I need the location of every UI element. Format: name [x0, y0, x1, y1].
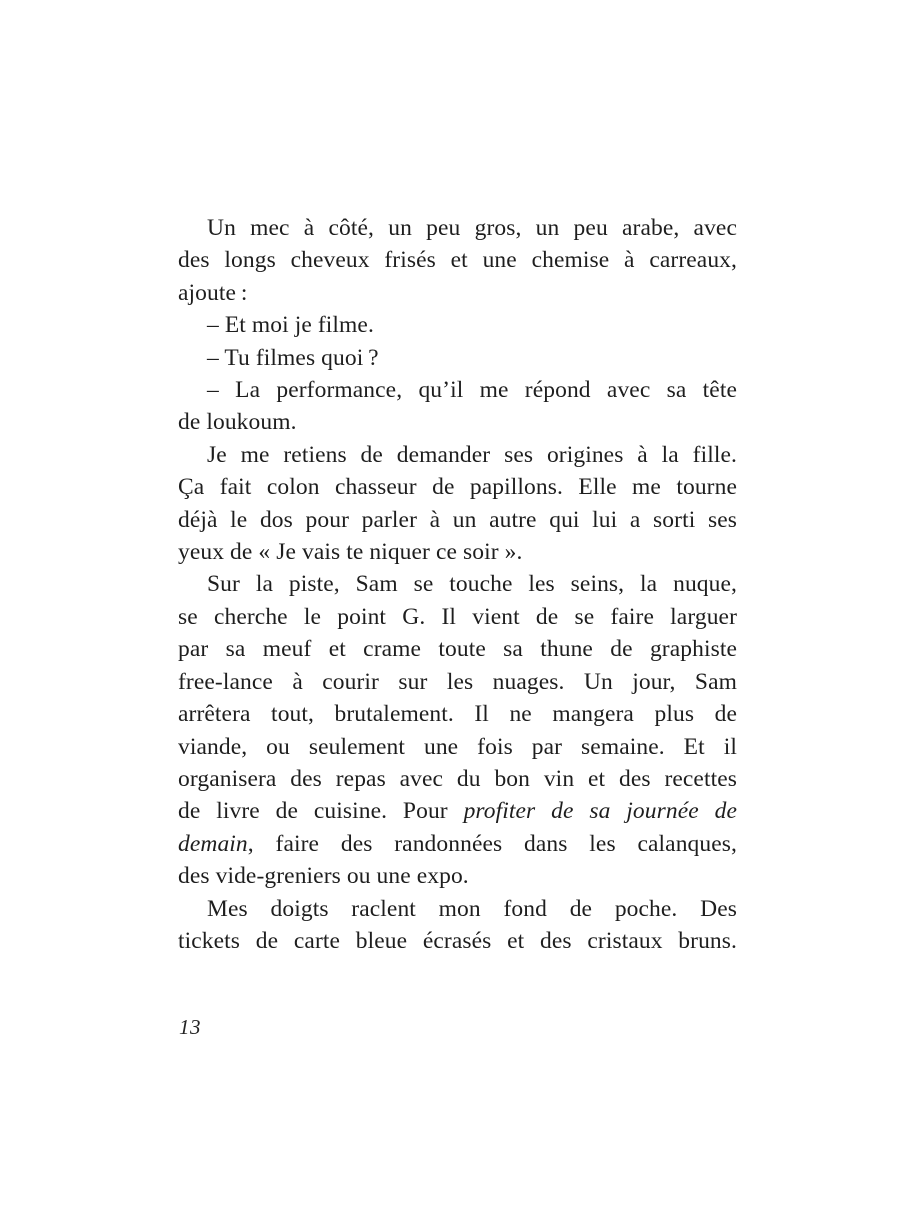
text-segment: des longs cheveux frisés et une chemise à carreaux,	[178, 247, 737, 274]
text-line	[178, 601, 737, 633]
text-segment: par sa meuf et crame toute sa thune de graphiste	[178, 636, 737, 663]
italic-text-segment: demain	[178, 830, 248, 857]
text-segment: tickets de carte bleue écrasés et des cristaux bruns.	[178, 927, 737, 954]
text-line	[178, 731, 737, 763]
text-block	[178, 212, 737, 957]
text-line	[178, 406, 737, 438]
text-line	[178, 828, 737, 860]
text-segment: – Tu filmes quoi ?	[207, 344, 379, 371]
text-line	[178, 633, 737, 665]
text-segment: Je me retiens de demander ses origines à la fille.	[207, 441, 737, 468]
text-segment: Ça fait colon chasseur de papillons. Elle me tourne	[178, 474, 737, 501]
text-line	[178, 568, 737, 600]
text-line	[178, 374, 737, 406]
text-segment: – La performance, qu’il me répond avec sa tête	[207, 377, 737, 404]
text-segment: viande, ou seulement une fois par semaine. Et il	[178, 733, 737, 760]
text-segment: Mes doigts raclent mon fond de poche. Des	[207, 895, 737, 922]
text-line	[178, 860, 737, 892]
text-line	[178, 277, 737, 309]
text-line	[178, 504, 737, 536]
text-line	[178, 244, 737, 276]
italic-text-segment: profiter de sa journée de	[463, 798, 737, 825]
text-line	[178, 666, 737, 698]
text-segment: déjà le dos pour parler à un autre qui lui a sorti ses	[178, 506, 737, 533]
text-line	[178, 212, 737, 244]
text-line	[178, 342, 737, 374]
text-line	[178, 471, 737, 503]
text-segment: Un mec à côté, un peu gros, un peu arabe, avec	[207, 215, 737, 241]
text-line	[178, 893, 737, 925]
text-segment: – Et moi je filme.	[207, 312, 374, 339]
text-segment: arrêtera tout, brutalement. Il ne mangera plus de	[178, 701, 737, 728]
text-line	[178, 795, 737, 827]
page-number: 13	[179, 1015, 201, 1039]
text-line	[178, 925, 737, 957]
text-line	[178, 439, 737, 471]
text-segment: de livre de cuisine. Pour	[178, 798, 464, 825]
text-segment: free-lance à courir sur les nuages. Un jour, Sam	[178, 668, 737, 695]
text-line	[178, 309, 737, 341]
text-segment: de loukoum.	[178, 409, 297, 436]
text-segment: yeux de « Je vais te niquer ce soir ».	[178, 539, 523, 566]
text-segment: se cherche le point G. Il vient de se faire larguer	[178, 603, 737, 630]
text-line	[178, 763, 737, 795]
text-segment: organisera des repas avec du bon vin et des recettes	[178, 765, 737, 792]
text-segment: , faire des randonnées dans les calanques,	[247, 830, 737, 857]
text-segment: des vide-greniers ou une expo.	[178, 863, 469, 890]
text-segment: ajoute :	[178, 279, 248, 306]
text-segment: Sur la piste, Sam se touche les seins, la nuque,	[207, 571, 737, 598]
text-line	[178, 536, 737, 568]
text-line	[178, 698, 737, 730]
